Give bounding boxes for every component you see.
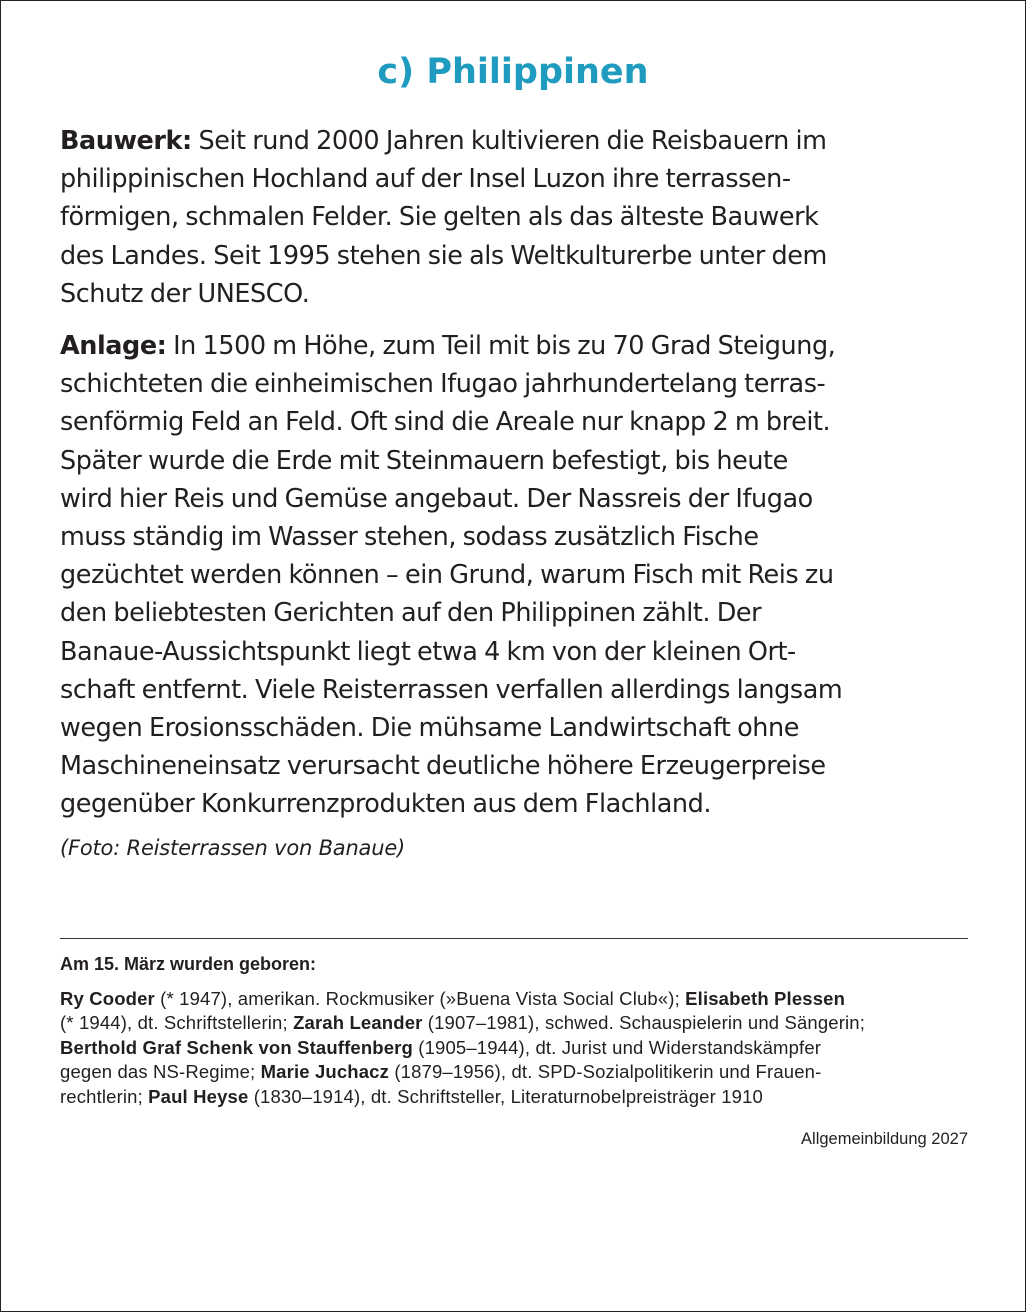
birth-details: (* 1947), amerikan. Rockmusiker (»Buena Vista Social Club«);	[154, 988, 686, 1009]
birth-name: Ry Cooder	[60, 988, 155, 1009]
divider	[60, 938, 968, 939]
paragraph-bauwerk	[60, 122, 975, 313]
bauwerk-text: Seit rund 2000 Jahren kultivieren die Reisbauern im philippinischen Hochland auf der Insel Luzon ihre terrassen- förmigen, schmalen Felder. Sie gelten als das älteste Bauwerk des Landes. Seit 1995 stehen sie als Weltkulturerbe unter dem Schutz der UNESCO.	[60, 126, 827, 309]
birth-details: (1907–1981), schwed. Schauspielerin und Sängerin;	[427, 1012, 866, 1034]
births-section	[60, 954, 968, 1109]
births-list	[60, 987, 968, 1109]
births-heading: Am 15. März wurden geboren:	[60, 954, 317, 974]
birth-details: (1879–1956), dt. SPD-Sozialpolitikerin und Frauen- rechtlerin;	[60, 1061, 822, 1107]
anlage-label: Anlage:	[60, 331, 167, 362]
anlage-text: In 1500 m Höhe, zum Teil mit bis zu 70 Grad Steigung, schichteten die einheimischen Ifugao jahrhundertelang terras- senförmig Feld an Feld. Oft sind die Areale nur knapp 2 m breit. Später wurde die Erde mit Steinmauern befestigt, bis heute wird hier Reis und Gemüse angebaut. Der Nassreis der Ifugao muss ständig im Wasser stehen, sodass zusätzlich Fische gezüchtet werden können – ein Grund, warum Fisch mit Reis zu den beliebtesten Gerichten auf den Philippinen zählt. Der Banaue-Aussichtspunkt liegt etwa 4 km von der kleinen Ort- schaft entfernt. Viele Reisterrassen verfallen allerdings langsam wegen Erosionsschäden. Die mühsame Landwirtschaft ohne Maschineneinsatz verursacht deutliche höhere Erzeugerpreise gegenüber Konkurrenzprodukten aus dem Flachland.	[60, 331, 843, 820]
main-text	[60, 122, 975, 860]
birth-name: Paul Heyse	[148, 1085, 249, 1107]
birth-details: (1830–1914), dt. Schriftsteller, Literaturnobelpreisträger 1910	[248, 1085, 763, 1107]
paragraph-anlage	[60, 327, 975, 824]
birth-details: (1905–1944), dt. Jurist und Widerstandskämpfer gegen das NS-Regime;	[60, 1036, 822, 1083]
birth-name: Elisabeth Plessen	[685, 988, 846, 1009]
birth-details: (* 1944), dt. Schriftstellerin;	[60, 1012, 288, 1034]
birth-name: Marie Juchacz	[260, 1061, 390, 1083]
photo-caption: (Foto: Reisterrassen von Banaue)	[60, 835, 406, 860]
page-title: c) Philippinen	[377, 52, 649, 92]
birth-name: Zarah Leander	[293, 1012, 423, 1034]
bauwerk-label: Bauwerk:	[60, 126, 192, 156]
footer-source: Allgemeinbildung 2027	[801, 1130, 968, 1148]
birth-name: Berthold Graf Schenk von Stauffenberg	[60, 1036, 413, 1058]
